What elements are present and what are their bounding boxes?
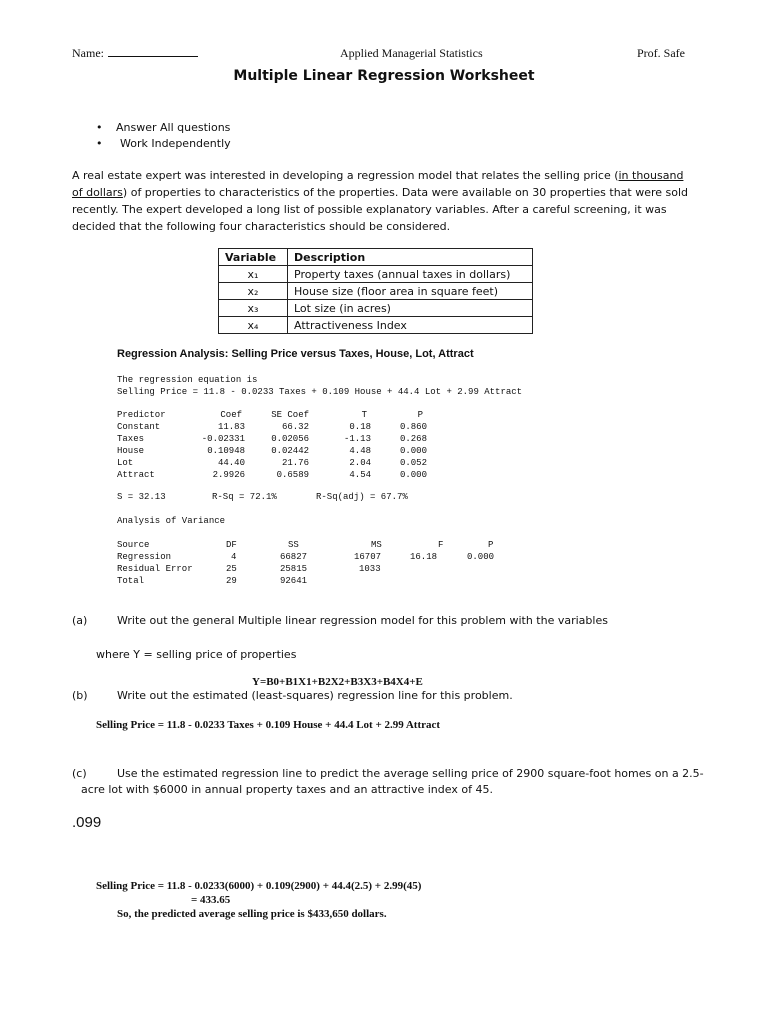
- regression-equation-intro: The regression equation is: [117, 375, 258, 385]
- bullet-icon: •: [96, 121, 103, 134]
- description-cell: House size (floor area in square feet): [288, 283, 533, 300]
- question-b-text: Write out the estimated (least-squares) regression line for this problem.: [117, 689, 513, 702]
- question-a-where: where Y = selling price of properties: [96, 648, 297, 661]
- table-row: Regression: [117, 552, 172, 562]
- course-name: Applied Managerial Statistics: [340, 46, 483, 60]
- variable-cell: x₂: [219, 283, 288, 300]
- description-cell: Attractiveness Index: [288, 317, 533, 334]
- r-squared-adj: R-Sq(adj) = 67.7%: [316, 492, 408, 502]
- question-c-answer-calc: Selling Price = 11.8 - 0.0233(6000) + 0.109(2900) + 44.4(2.5) + 2.99(45): [96, 880, 422, 892]
- name-label: Name:: [72, 46, 104, 60]
- professor-name: Prof. Safe: [637, 46, 685, 60]
- stray-number: .099: [72, 814, 102, 831]
- instruction-list: [96, 120, 231, 152]
- list-item: • Answer All questions: [96, 121, 231, 134]
- coefficient-table: Predictor Coef SE Coef T P: [117, 410, 423, 420]
- table-row: Constant: [117, 422, 161, 432]
- question-c-text-line2: acre lot with $6000 in annual property taxes and an attractive index of 45.: [81, 783, 493, 796]
- std-error: S = 32.13: [117, 492, 166, 502]
- question-a-label: (a): [72, 614, 88, 627]
- table-row: Attract: [117, 470, 155, 480]
- table-row: House: [117, 446, 145, 456]
- r-squared: R-Sq = 72.1%: [212, 492, 277, 502]
- regression-equation: Selling Price = 11.8 - 0.0233 Taxes + 0.109 House + 44.4 Lot + 2.99 Attract: [117, 387, 523, 397]
- description-cell: Property taxes (annual taxes in dollars): [288, 266, 533, 283]
- list-item: • Work Independently: [96, 137, 231, 150]
- table-row: [219, 300, 533, 317]
- underlined-units: in thousand of dollars: [72, 169, 684, 199]
- table-row: Taxes: [117, 434, 145, 444]
- table-header-cell: Variable: [219, 249, 288, 266]
- question-c-label: (c): [72, 767, 87, 780]
- page-title: Multiple Linear Regression Worksheet: [233, 68, 535, 84]
- variables-table: [218, 248, 533, 334]
- table-row: Total: [117, 576, 145, 586]
- question-a-answer: Y=B0+B1X1+B2X2+B3X3+B4X4+E: [252, 676, 423, 688]
- table-header-cell: Description: [288, 249, 533, 266]
- coefficient-rows: Constant 11.83 66.32 0.18 0.860 Taxes -0.02331 0.02056 -1.13 0.268 House 0.10948 0.02442 4.48 0.000 Lot 44.40 21.76 2.04 0.052 Attract 2.9926 0.6589 4.54 0.000: [117, 422, 427, 480]
- variable-cell: x₁: [219, 266, 288, 283]
- table-row: Residual Error: [117, 564, 193, 574]
- intro-paragraph: A real estate expert was interested in developing a regression model that relates the selling price (in thousand of dollars) of properties to characteristics of the properties. Data were available on 30 properties that were sold recently. The expert developed a long list of possible explanatory variables. After a careful screening, it was decided that the following four characteristics should be considered.: [72, 169, 689, 233]
- question-b-label: (b): [72, 689, 88, 702]
- variable-cell: x₄: [219, 317, 288, 334]
- table-row: [219, 283, 533, 300]
- regression-title: Regression Analysis: Selling Price versus Taxes, House, Lot, Attract: [117, 348, 474, 360]
- question-c-answer-result: = 433.65: [191, 894, 231, 906]
- question-c-answer-conclusion: So, the predicted average selling price is $433,650 dollars.: [117, 908, 387, 920]
- description-cell: Lot size (in acres): [288, 300, 533, 317]
- question-a-text: Write out the general Multiple linear regression model for this problem with the variables: [117, 614, 608, 627]
- question-c-text-line1: Use the estimated regression line to predict the average selling price of 2900 square-foot homes on a 2.5-: [117, 767, 704, 780]
- table-header-row: [219, 249, 533, 266]
- variable-cell: x₃: [219, 300, 288, 317]
- anova-title: Analysis of Variance: [117, 516, 226, 526]
- name-field: [72, 46, 198, 61]
- bullet-icon: •: [96, 137, 103, 150]
- name-blank-line: [108, 46, 198, 57]
- question-b-answer: Selling Price = 11.8 - 0.0233 Taxes + 0.109 House + 44.4 Lot + 2.99 Attract: [96, 719, 441, 731]
- table-row: Lot: [117, 458, 134, 468]
- table-row: [219, 317, 533, 334]
- anova-table: Source DF SS MS F P Regression 4 66827 16707 16.18 0.000 Residual Error 25 25815 1033 Total 29 92641: [117, 540, 495, 586]
- table-row: [219, 266, 533, 283]
